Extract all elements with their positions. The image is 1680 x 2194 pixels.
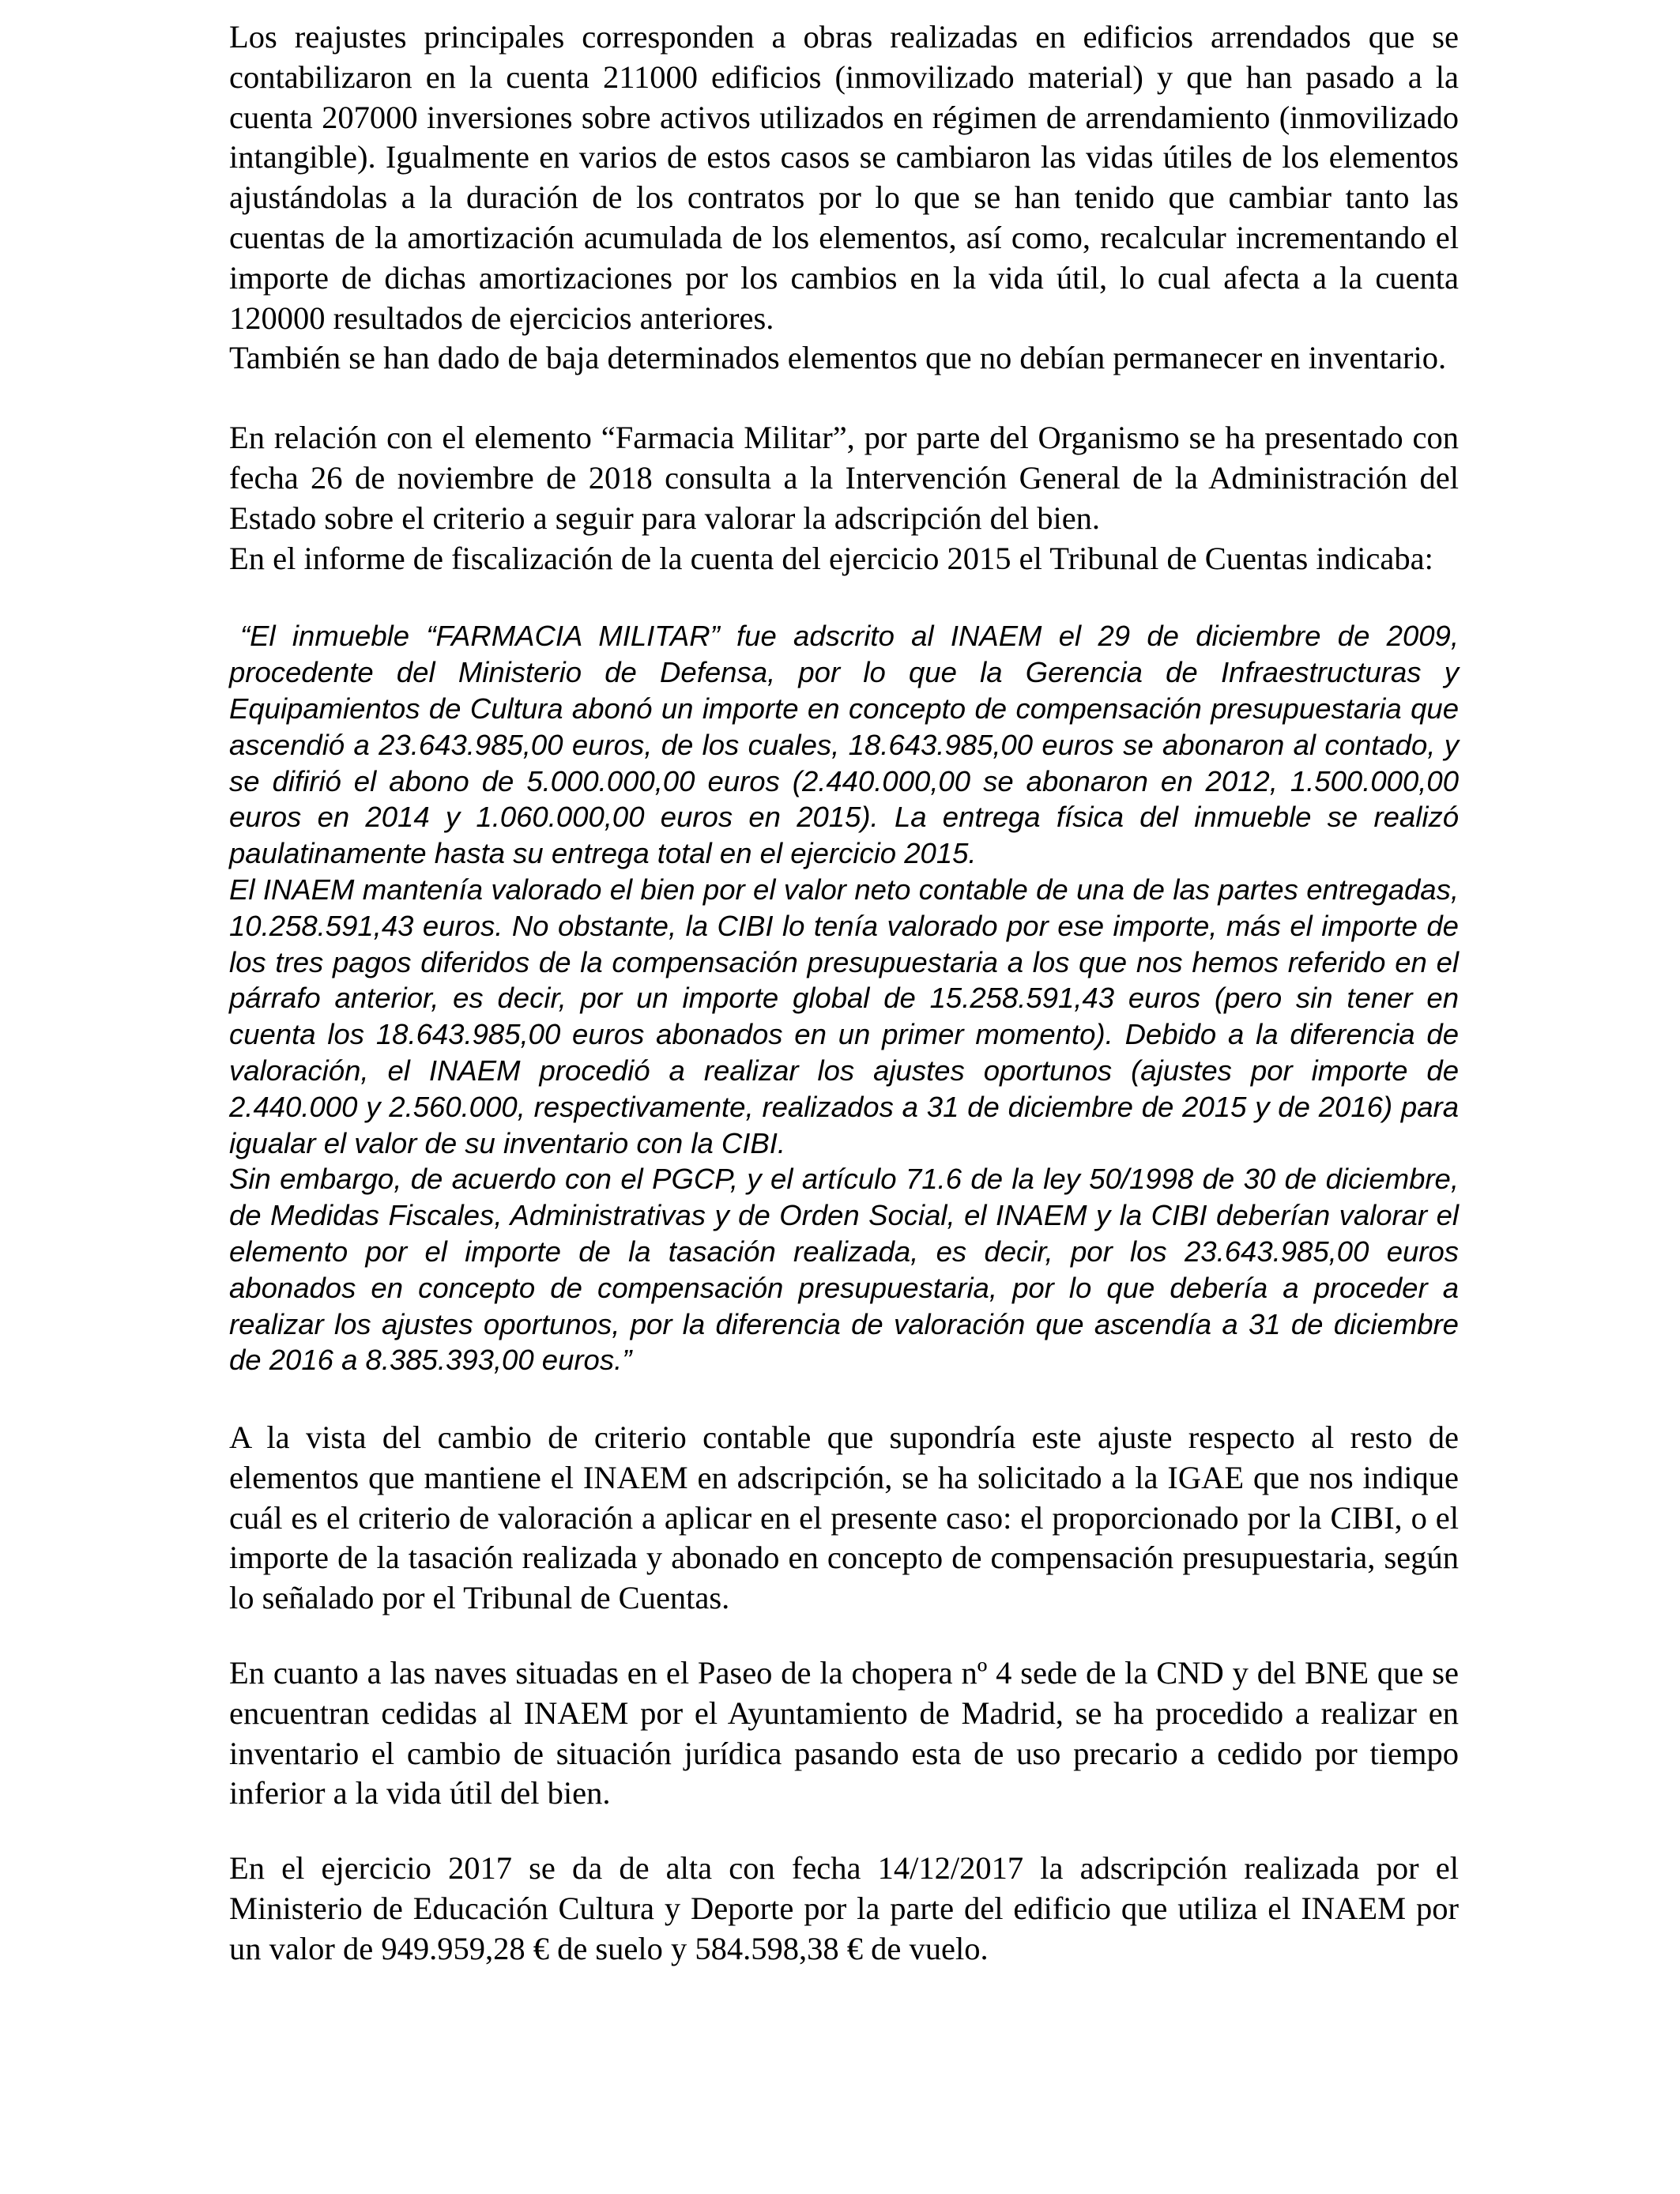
spacer [229,379,1459,418]
quoted-block [229,618,1459,1378]
paragraph-ejercicio-2017: En el ejercicio 2017 se da de alta con fecha 14/12/2017 la adscripción realizada por el Ministerio de Educación Cultura y Deporte por la parte del edificio que utiliza el INAEM por un valor de 949.959,28 € de suelo y 584.598,38 € de vuelo. [229,1850,1459,1966]
paragraph-farmacia-militar: En relación con el elemento “Farmacia Militar”, por parte del Organismo se ha presentado con fecha 26 de noviembre de 2018 consulta a la Intervención General de la Administración del Estado sobre el criterio a seguir para valorar la adscripción del bien. [229,420,1459,536]
paragraph-informe-fiscalizacion: En el informe de fiscalización de la cuenta del ejercicio 2015 el Tribunal de Cuentas indicaba: [229,540,1433,576]
paragraph-bajas: También se han dado de baja determinados elementos que no debían permanecer en inventario. [229,340,1447,376]
document-page [229,17,1459,1970]
quote-paragraph-pgcp: Sin embargo, de acuerdo con el PGCP, y el artículo 71.6 de la ley 50/1998 de 30 de diciembre, de Medidas Fiscales, Administrativas y de Orden Social, el INAEM y la CIBI deberían valorar el elemento por el importe de la tasación realizada, es decir, por los 23.643.985,00 euros abonados en concepto de compensación presupuestaria, por lo que debería a proceder a realizar los ajustes oportunos, por la diferencia de valoración que ascendía a 31 de diciembre de 2016 a 8.385.393,00 euros.” [229,1163,1459,1377]
quote-paragraph-adscripcion: “El inmueble “FARMACIA MILITAR” fue adscrito al INAEM el 29 de diciembre de 2009, procedente del Ministerio de Defensa, por lo que la Gerencia de Infraestructuras y Equipamientos de Cultura abonó un importe en concepto de compensación presupuestaria que ascendió a 23.643.985,00 euros, de los cuales, 18.643.985,00 euros se abonaron al contado, y se difirió el abono de 5.000.000,00 euros (2.440.000,00 se abonaron en 2012, 1.500.000,00 euros en 2014 y 1.060.000,00 euros en 2015). La entrega física del inmueble se realizó paulatinamente hasta su entrega total en el ejercicio 2015. [229,620,1459,870]
quote-paragraph-valoracion: El INAEM mantenía valorado el bien por el valor neto contable de una de las partes entregadas, 10.258.591,43 euros. No obstante, la CIBI lo tenía valorado por ese importe, más el importe de los tres pagos diferidos de la compensación presupuestaria a los que nos hemos referido en el párrafo anterior, es decir, por un importe global de 15.258.591,43 euros (pero sin tener en cuenta los 18.643.985,00 euros abonados en un primer momento). Debido a la diferencia de valoración, el INAEM procedió a realizar los ajustes oportunos (ajustes por importe de 2.440.000 y 2.560.000, respectivamente, realizados a 31 de diciembre de 2015 y de 2016) para igualar el valor de su inventario con la CIBI. [229,873,1459,1159]
paragraph-reajustes: Los reajustes principales corresponden a obras realizadas en edificios arrendados que se contabilizaron en la cuenta 211000 edificios (inmovilizado material) y que han pasado a la cuenta 207000 inversiones sobre activos utilizados en régimen de arrendamiento (inmovilizado intangible). Igualmente en varios de estos casos se cambiaron las vidas útiles de los elementos ajustándolas a la duración de los contratos por lo que se han tenido que cambiar tanto las cuentas de la amortización acumulada de los elementos, así como, recalcular incrementando el importe de dichas amortizaciones por los cambios en la vida útil, lo cual afecta a la cuenta 120000 resultados de ejercicios anteriores. [229,19,1459,336]
spacer [229,579,1459,618]
spacer [229,1619,1459,1653]
spacer [229,1378,1459,1418]
paragraph-cambio-criterio: A la vista del cambio de criterio contable que supondría este ajuste respecto al resto de elementos que mantiene el INAEM en adscripción, se ha solicitado a la IGAE que nos indique cuál es el criterio de valoración a aplicar en el presente caso: el proporcionado por la CIBI, o el importe de la tasación realizada y abonado en concepto de compensación presupuestaria, según lo señalado por el Tribunal de Cuentas. [229,1419,1459,1616]
paragraph-naves-chopera: En cuanto a las naves situadas en el Paseo de la chopera nº 4 sede de la CND y del BNE que se encuentran cedidas al INAEM por el Ayuntamiento de Madrid, se ha procedido a realizar en inventario el cambio de situación jurídica pasando esta de uso precario a cedido por tiempo inferior a la vida útil del bien. [229,1655,1459,1811]
spacer [229,1814,1459,1849]
